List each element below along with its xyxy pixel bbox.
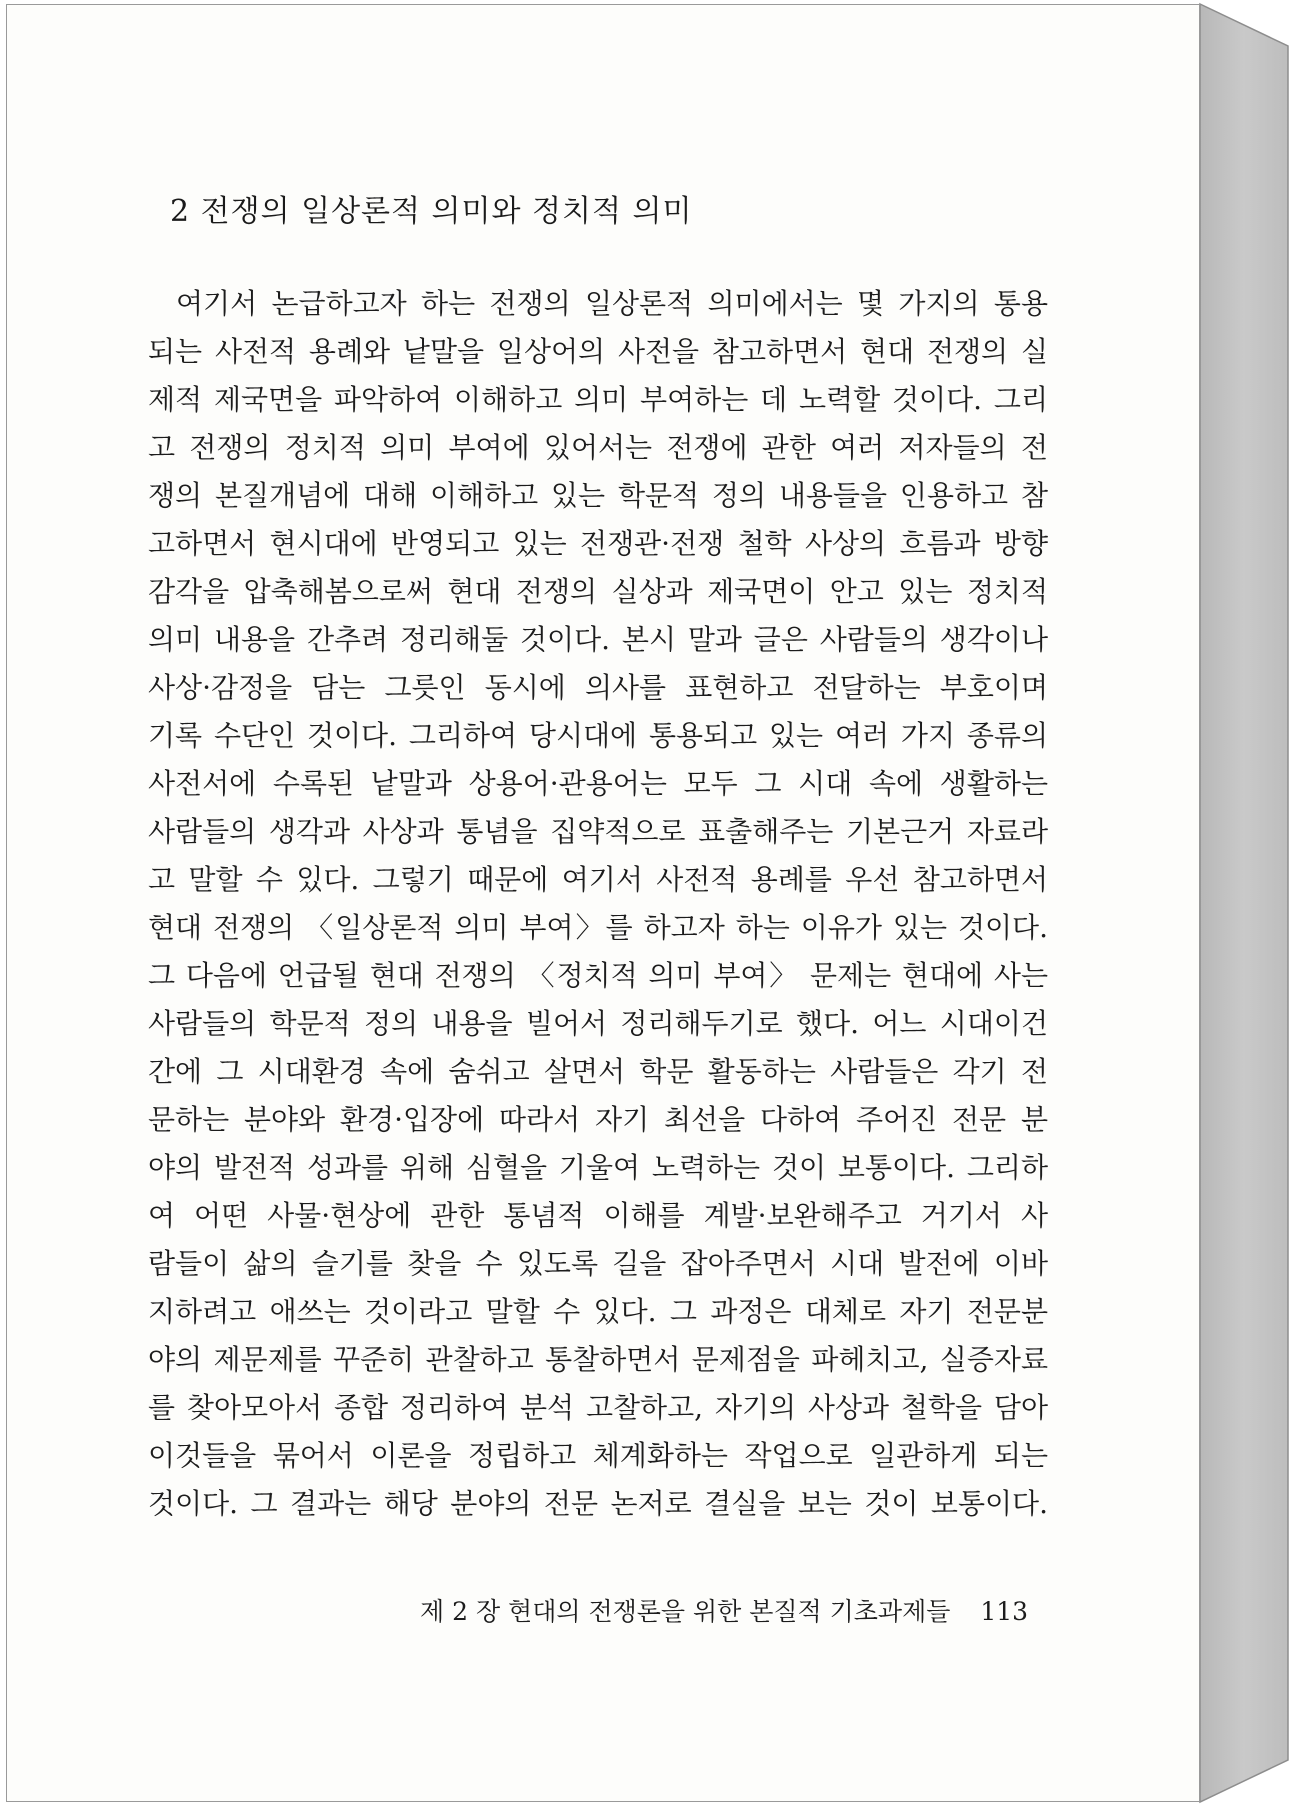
text-line: 고 말할 수 있다. 그렇기 때문에 여기서 사전적 용례를 우선 참고하면서 bbox=[148, 863, 1048, 896]
text-line: 를 찾아모아서 종합 정리하여 분석 고찰하고, 자기의 사상과 철학을 담아 bbox=[148, 1391, 1048, 1424]
running-title: 제 2 장 현대의 전쟁론을 위한 본질적 기초과제들 bbox=[420, 1597, 951, 1626]
text-line: 여 어떤 사물·현상에 관한 통념적 이해를 계발·보완해주고 거기서 사 bbox=[148, 1199, 1048, 1232]
text-line: 사람들의 생각과 사상과 통념을 집약적으로 표출해주는 기본근거 자료라 bbox=[148, 815, 1048, 848]
body-paragraph bbox=[148, 280, 1048, 1528]
text-line: 고하면서 현시대에 반영되고 있는 전쟁관·전쟁 철학 사상의 흐름과 방향 bbox=[148, 527, 1048, 560]
text-line: 기록 수단인 것이다. 그리하여 당시대에 통용되고 있는 여러 가지 종류의 bbox=[148, 719, 1048, 752]
text-line: 제적 제국면을 파악하여 이해하고 의미 부여하는 데 노력할 것이다. 그리 bbox=[148, 383, 1048, 416]
text-line: 사상·감정을 담는 그릇인 동시에 의사를 표현하고 전달하는 부호이며 bbox=[148, 671, 1048, 704]
text-line: 되는 사전적 용례와 낱말을 일상어의 사전을 참고하면서 현대 전쟁의 실 bbox=[148, 335, 1048, 368]
text-line: 의미 내용을 간추려 정리해둘 것이다. 본시 말과 글은 사람들의 생각이나 bbox=[148, 623, 1048, 656]
text-line: 감각을 압축해봄으로써 현대 전쟁의 실상과 제국면이 안고 있는 정치적 bbox=[148, 575, 1048, 608]
text-line: 고 전쟁의 정치적 의미 부여에 있어서는 전쟁에 관한 여러 저자들의 전 bbox=[148, 431, 1048, 464]
text-line: 것이다. 그 결과는 해당 분야의 전문 논저로 결실을 보는 것이 보통이다. bbox=[148, 1487, 1048, 1520]
text-line: 현대 전쟁의 〈일상론적 의미 부여〉를 하고자 하는 이유가 있는 것이다. bbox=[148, 911, 1048, 944]
text-line: 이것들을 묶어서 이론을 정립하고 체계화하는 작업으로 일관하게 되는 bbox=[148, 1439, 1048, 1472]
text-line: 람들이 삶의 슬기를 찾을 수 있도록 길을 잡아주면서 시대 발전에 이바 bbox=[148, 1247, 1048, 1280]
text-line: 사람들의 학문적 정의 내용을 빌어서 정리해두기로 했다. 어느 시대이건 bbox=[148, 1007, 1048, 1040]
text-line: 여기서 논급하고자 하는 전쟁의 일상론적 의미에서는 몇 가지의 통용 bbox=[176, 287, 1048, 320]
text-line: 쟁의 본질개념에 대해 이해하고 있는 학문적 정의 내용들을 인용하고 참 bbox=[148, 479, 1048, 512]
text-line: 지하려고 애쓰는 것이라고 말할 수 있다. 그 과정은 대체로 자기 전문분 bbox=[148, 1295, 1048, 1328]
text-line: 간에 그 시대환경 속에 숨쉬고 살면서 학문 활동하는 사람들은 각기 전 bbox=[148, 1055, 1048, 1088]
text-line: 사전서에 수록된 낱말과 상용어·관용어는 모두 그 시대 속에 생활하는 bbox=[148, 767, 1048, 800]
text-line: 야의 제문제를 꾸준히 관찰하고 통찰하면서 문제점을 파헤치고, 실증자료 bbox=[148, 1343, 1048, 1376]
text-line: 야의 발전적 성과를 위해 심혈을 기울여 노력하는 것이 보통이다. 그리하 bbox=[148, 1151, 1048, 1184]
page-number: 113 bbox=[980, 1597, 1029, 1626]
page-footer bbox=[420, 1592, 1028, 1628]
text-line: 그 다음에 언급될 현대 전쟁의 〈정치적 의미 부여〉 문제는 현대에 사는 bbox=[148, 959, 1048, 992]
section-heading: 2 전쟁의 일상론적 의미와 정치적 의미 bbox=[170, 194, 693, 229]
text-line: 문하는 분야와 환경·입장에 따라서 자기 최선을 다하여 주어진 전문 분 bbox=[148, 1103, 1048, 1136]
